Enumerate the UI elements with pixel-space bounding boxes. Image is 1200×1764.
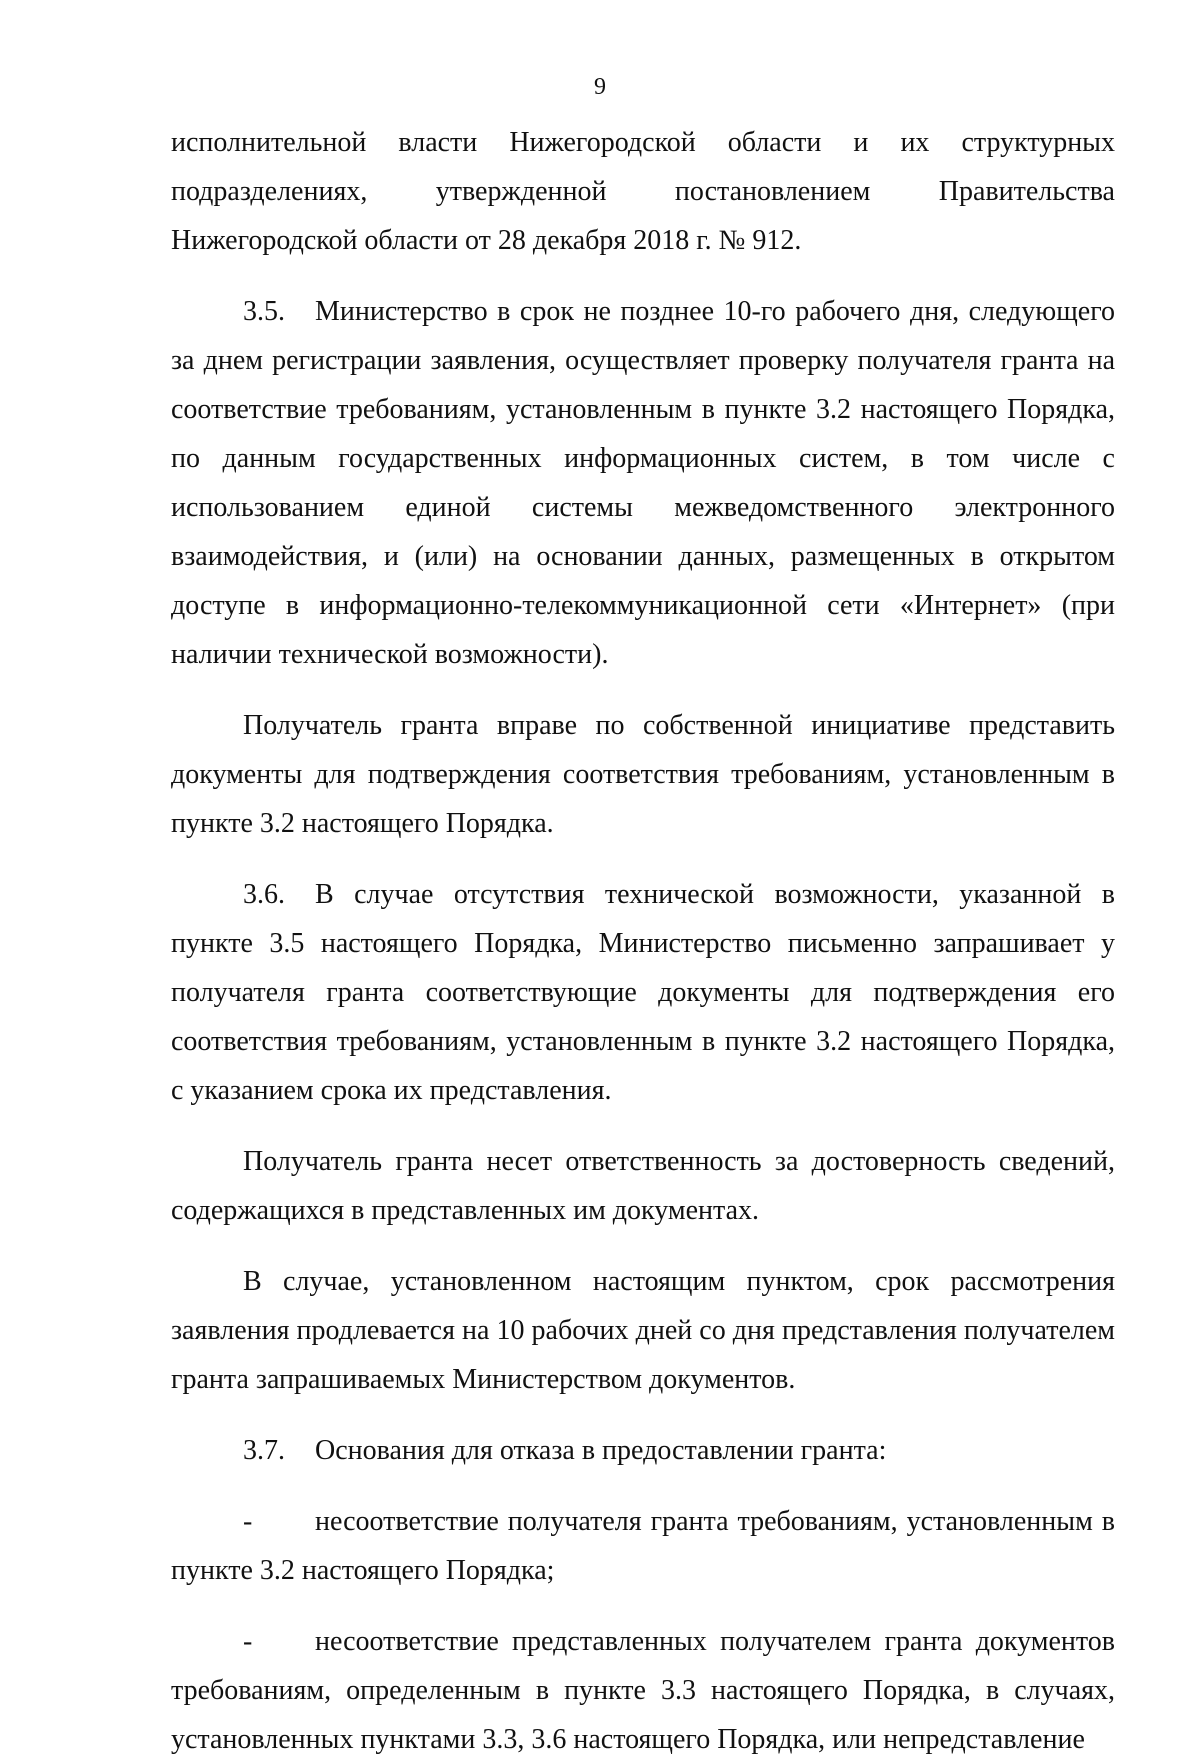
paragraph-text: Основания для отказа в предоставлении гранта:	[315, 1435, 887, 1466]
paragraph-text: Министерство в срок не позднее 10-го рабочего дня, следующего за днем регистрации заявления, осуществляет проверку получателя гранта на соответствие требованиям, установленным в пункте 3.2 настоящего Порядка, по данным государственных информационных систем, в том числе с использованием единой системы межведомственного электронного взаимодействия, и (или) на основании данных, размещенных в открытом доступе в информационно-телекоммуникационной сети «Интернет» (при наличии технической возможности).	[171, 296, 1115, 670]
paragraph-3-6	[171, 870, 1115, 1115]
paragraph-responsibility: Получатель гранта несет ответственность за достоверность сведений, содержащихся в представленных им документах.	[171, 1146, 1115, 1226]
paragraph-text: В случае отсутствия технической возможности, указанной в пункте 3.5 настоящего Порядка, Министерство письменно запрашивает у получателя гранта соответствующие документы для подтверждения его соответствия требованиям, установленным в пункте 3.2 настоящего Порядка, с указанием срока их представления.	[171, 879, 1115, 1106]
paragraph-3-7	[171, 1426, 1115, 1475]
document-body	[171, 118, 1115, 1764]
list-dash: -	[243, 1626, 253, 1657]
clause-number: 3.6.	[243, 879, 285, 910]
paragraph-continuation: исполнительной власти Нижегородской области и их структурных подразделениях, утвержденной постановлением Правительства Нижегородской области от 28 декабря 2018 г. № 912.	[171, 127, 1115, 256]
list-dash: -	[243, 1506, 253, 1537]
clause-number: 3.7.	[243, 1435, 285, 1466]
list-item-text: несоответствие представленных получателем гранта документов требованиям, определенным в пункте 3.3 настоящего Порядка, в случаях, установленных пунктами 3.3, 3.6 настоящего Порядка, или непредставление	[171, 1626, 1115, 1755]
paragraph-extension: В случае, установленном настоящим пунктом, срок рассмотрения заявления продлевается на 10 рабочих дней со дня представления получателем гранта запрашиваемых Министерством документов.	[171, 1266, 1115, 1395]
paragraph-initiative: Получатель гранта вправе по собственной инициативе представить документы для подтверждения соответствия требованиям, установленным в пункте 3.2 настоящего Порядка.	[171, 710, 1115, 839]
list-item-text: несоответствие получателя гранта требованиям, установленным в пункте 3.2 настоящего Порядка;	[171, 1506, 1115, 1586]
list-item	[171, 1497, 1115, 1595]
paragraph-3-5	[171, 287, 1115, 679]
clause-number: 3.5.	[243, 296, 285, 327]
page-number: 9	[594, 74, 606, 100]
list-item	[171, 1617, 1115, 1764]
